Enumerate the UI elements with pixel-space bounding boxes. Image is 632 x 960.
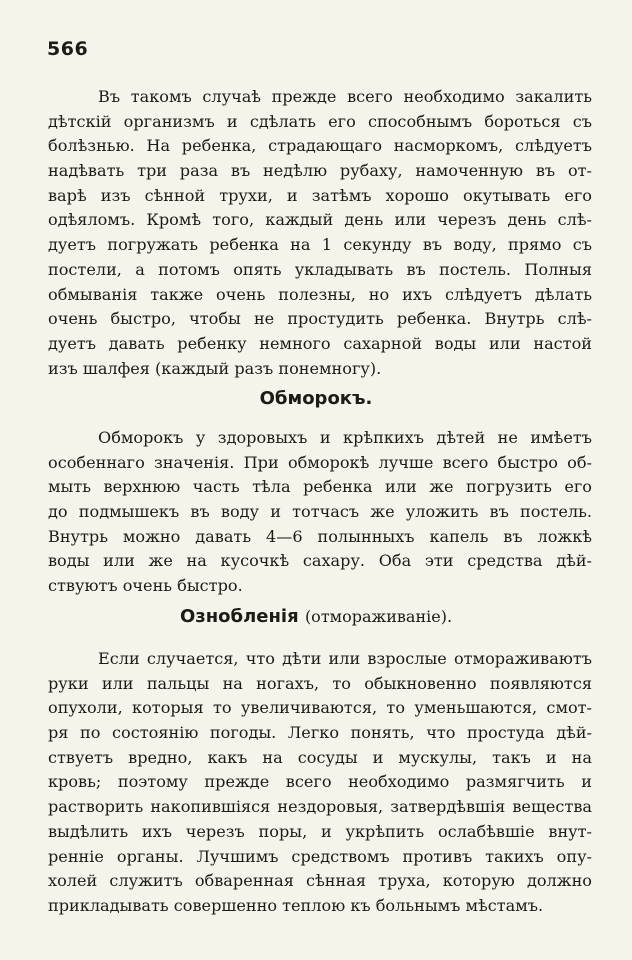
text-line: болѣзнью. На ребенка, страдающаго насморкомъ, слѣдуетъ [48,136,592,156]
text-line: одѣяломъ. Кромѣ того, каждый день или черезъ день слѣ- [48,210,592,230]
text-line: прикладывать совершенно теплою къ больнымъ мѣстамъ. [48,895,544,915]
heading-frostbite-subtitle: (отмораживаніе). [304,607,453,626]
text-line: Обморокъ у здоровыхъ и крѣпкихъ дѣтей не имѣетъ [98,428,592,447]
text-line: надѣвать три раза въ недѣлю рубаху, намоченную въ от- [48,161,592,181]
text-line: руки или пальцы на ногахъ, то обыкновенно появляются [48,673,592,693]
text-line: кровь; поэтому прежде всего необходимо размягчить и [48,772,592,792]
text-line: изъ шалфея (каждый разъ понемногу). [48,358,382,378]
text-line: выдѣлить ихъ черезъ поры, и укрѣпить ослабѣвшіе внут- [48,821,592,841]
text-line: мыть верхнюю часть тѣла ребенка или же погрузить его [48,477,592,497]
heading-frostbite-title: Ознобленія [179,606,299,627]
text-line: холей служитъ обваренная сѣнная труха, которую должно [48,871,592,891]
text-line: ствуетъ вредно, какъ на сосуды и мускулы, такъ и на [48,747,592,767]
text-line: воды или же на кусочкѣ сахару. Оба эти средства дѣй- [48,551,592,571]
text-line: дуетъ погружать ребенка на 1 секунду въ воду, прямо съ [48,235,592,255]
text-line: обмыванія также очень полезны, но ихъ слѣдуетъ дѣлать [48,284,592,304]
text-line: особеннаго значенія. При обморокѣ лучше всего быстро об- [48,452,592,472]
text-line: варѣ изъ сѣнной трухи, и затѣмъ хорошо окутывать его [48,185,592,205]
text-line: опухоли, которыя то увеличиваются, то уменьшаются, смот- [48,698,592,718]
text-line: постели, а потомъ опять укладывать въ постель. Полныя [48,259,592,279]
text-line: Внутрь можно давать 4—6 полынныхъ капель въ ложкѣ [48,526,592,546]
text-line: Если случается, что дѣти или взрослые отмораживаютъ [98,649,592,668]
text-line: ствуютъ очень быстро. [48,576,243,596]
text-line: Въ такомъ случаѣ прежде всего необходимо закалить [98,87,592,106]
text-line: ря по состоянію погоды. Легко понять, что простуда дѣй- [48,723,592,743]
paragraph-fainting [48,426,592,599]
text-line: дуетъ давать ребенку немного сахарной воды или настой [48,333,592,353]
paragraph-frostbite [48,647,592,919]
heading-fainting: Обморокъ. [259,388,373,409]
text-line: ренніе органы. Лучшимъ средствомъ противъ такихъ опу- [48,846,592,866]
text-line: до подмышекъ въ воду и тотчасъ же уложить въ постель. [48,502,592,522]
heading-frostbite [0,606,632,627]
text-line: очень быстро, чтобы не простудить ребенка. Внутрь слѣ- [48,309,592,329]
text-line: дѣтскій организмъ и сдѣлать его способнымъ бороться съ [48,111,592,131]
text-line: растворить накопившіяся нездоровыя, затвердѣвшія вещества [48,797,592,817]
paragraph-hardening [48,85,592,381]
page-number: 566 [47,38,89,60]
